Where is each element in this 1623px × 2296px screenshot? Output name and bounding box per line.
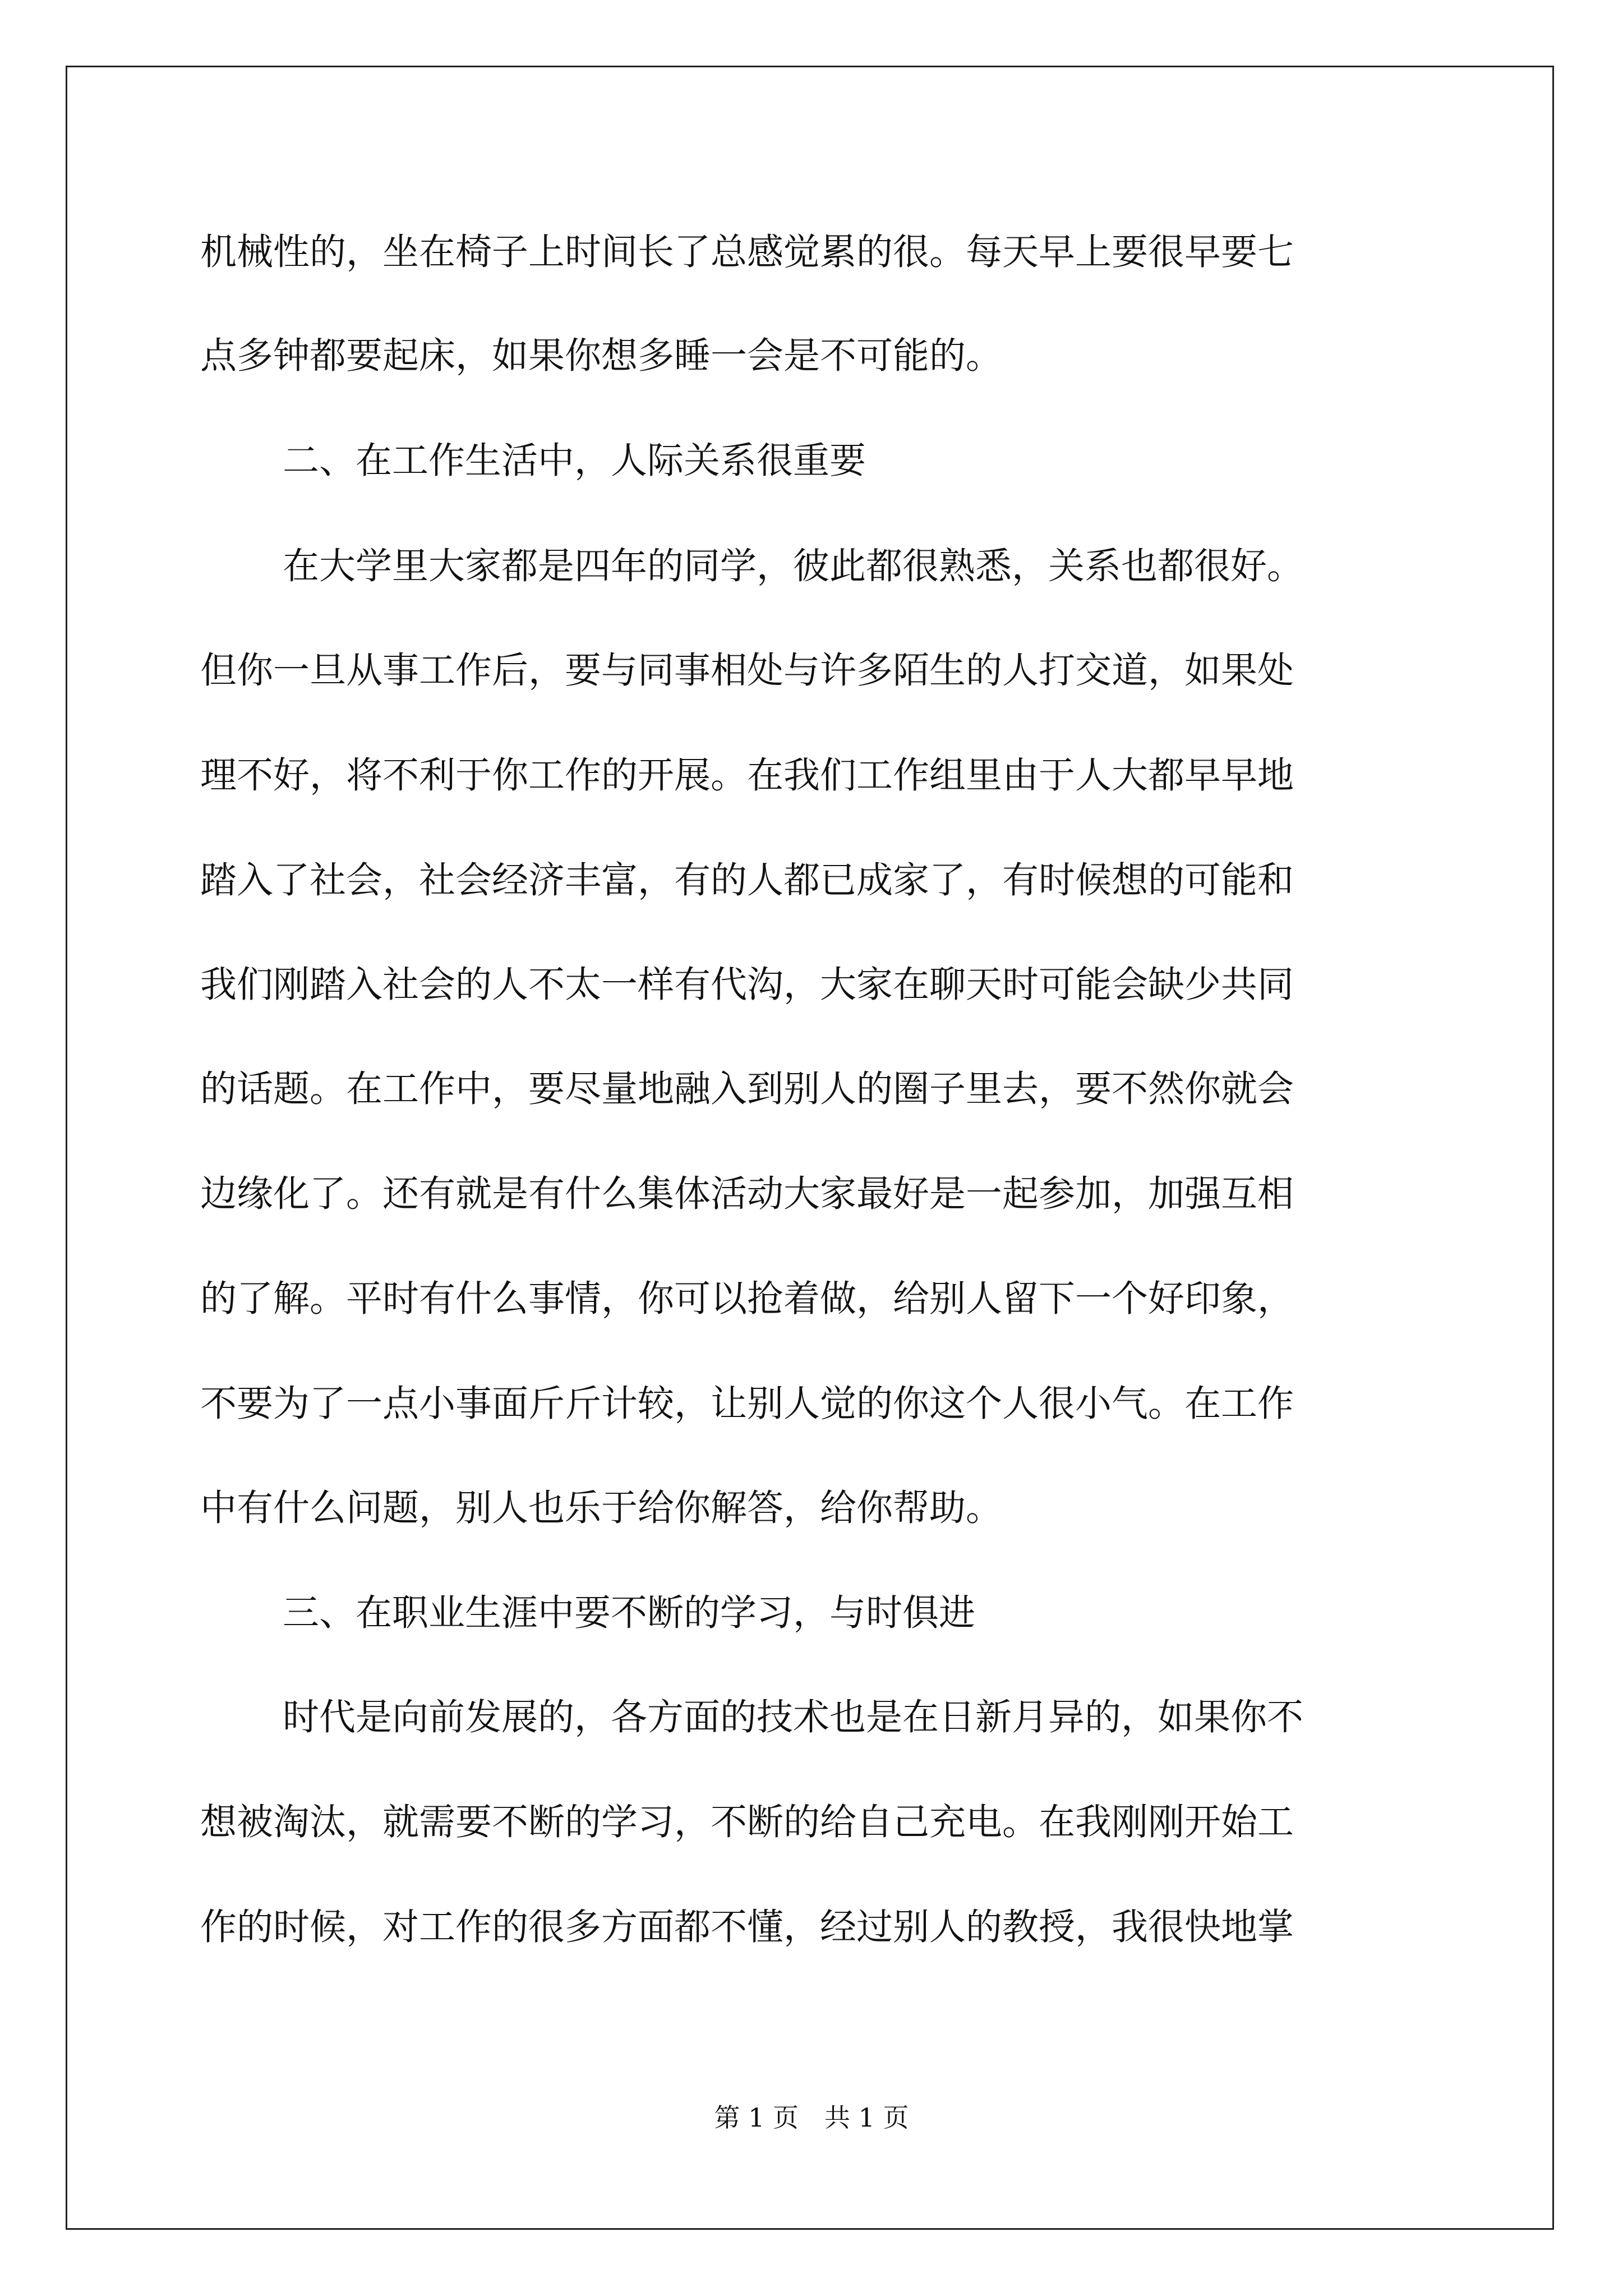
text-line: 的了解。平时有什么事情，你可以抢着做，给别人留下一个好印象， — [200, 1278, 1294, 1320]
text-line: 我们刚踏入社会的人不太一样有代沟，大家在聊天时可能会缺少共同 — [200, 964, 1294, 1006]
text-line: 但你一旦从事工作后，要与同事相处与许多陌生的人打交道，如果处 — [200, 650, 1294, 692]
section-heading: 三、在职业生涯中要不断的学习，与时俱进 — [283, 1592, 976, 1634]
text-line: 机械性的，坐在椅子上时间长了总感觉累的很。每天早上要很早要七 — [200, 231, 1294, 273]
text-line: 边缘化了。还有就是有什么集体活动大家最好是一起参加，加强互相 — [200, 1173, 1294, 1215]
text-line: 想被淘汰，就需要不断的学习，不断的给自己充电。在我刚刚开始工 — [200, 1801, 1294, 1843]
text-line: 的话题。在工作中，要尽量地融入到别人的圈子里去，要不然你就会 — [200, 1068, 1294, 1110]
text-line: 踏入了社会，社会经济丰富，有的人都已成家了，有时候想的可能和 — [200, 859, 1294, 901]
page-number-footer: 第 1 页 共 1 页 — [714, 2102, 909, 2133]
section-heading: 二、在工作生活中，人际关系很重要 — [283, 440, 866, 482]
text-line: 中有什么问题，别人也乐于给你解答，给你帮助。 — [200, 1487, 1003, 1529]
text-line: 理不好，将不利于你工作的开展。在我们工作组里由于人大都早早地 — [200, 754, 1294, 797]
text-line: 时代是向前发展的，各方面的技术也是在日新月异的，如果你不 — [283, 1696, 1304, 1738]
text-line: 不要为了一点小事面斤斤计较，让别人觉的你这个人很小气。在工作 — [200, 1383, 1294, 1425]
text-line: 作的时候，对工作的很多方面都不懂，经过别人的教授，我很快地掌 — [200, 1906, 1294, 1948]
text-line: 点多钟都要起床，如果你想多睡一会是不可能的。 — [200, 335, 1003, 377]
text-line: 在大学里大家都是四年的同学，彼此都很熟悉，关系也都很好。 — [283, 545, 1304, 587]
